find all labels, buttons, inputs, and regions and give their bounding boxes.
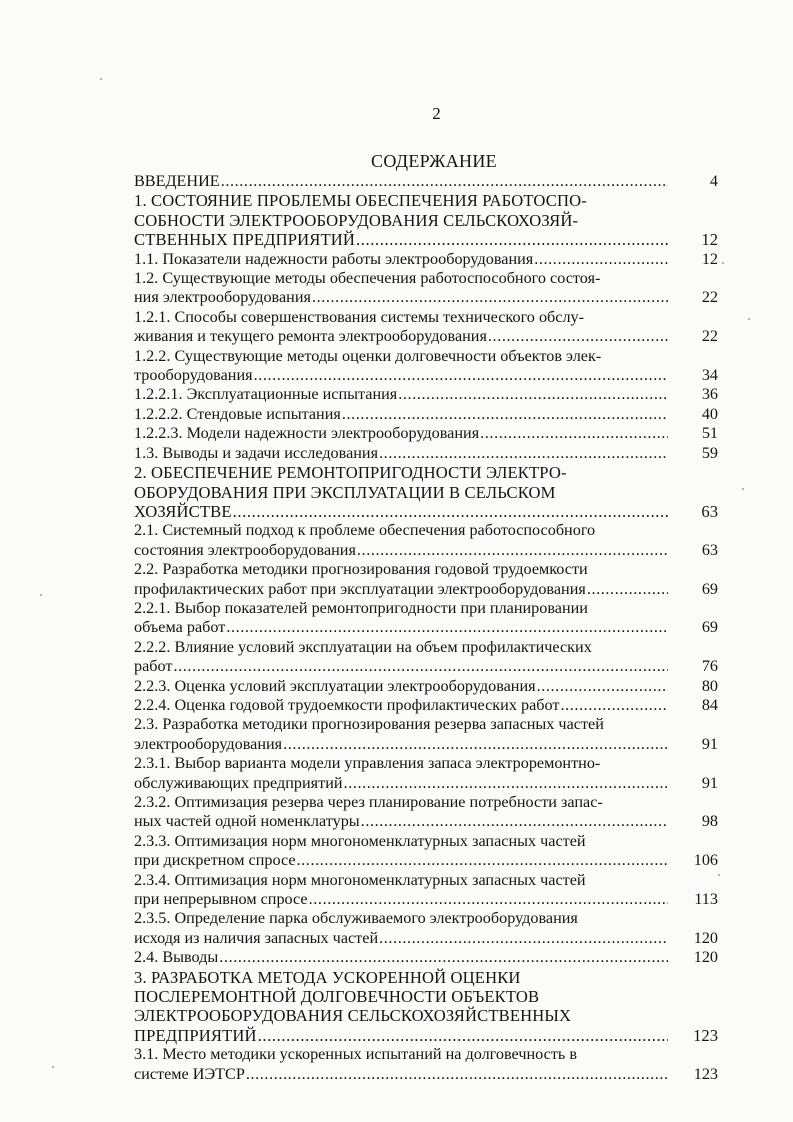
toc-entry xyxy=(134,424,718,443)
toc-entry-title: обслуживающих предприятий xyxy=(134,773,343,792)
toc-entry-last-line xyxy=(134,677,718,696)
toc-entry xyxy=(134,560,718,599)
toc-entry xyxy=(134,463,718,521)
toc-entry xyxy=(134,793,718,832)
dot-leader xyxy=(344,774,668,793)
toc-entry-last-line xyxy=(134,424,718,443)
toc-entry-page: 120 xyxy=(693,948,718,967)
dot-leader xyxy=(221,172,668,191)
toc-entry-title: СТВЕННЫХ ПРЕДПРИЯТИЙ xyxy=(134,230,356,250)
toc-entry-title: 2.2.3. Оценка условий эксплуатации электрооборудования xyxy=(134,676,536,695)
toc-entry-title: ния электрооборудования xyxy=(134,288,311,307)
page-number: 2 xyxy=(432,104,441,123)
toc-entry-title: 2.2.4. Оценка годовой трудоемкости профилактических работ xyxy=(134,695,560,714)
dot-leader xyxy=(283,735,668,754)
scan-speck xyxy=(100,78,102,80)
toc-entry-last-line xyxy=(134,851,718,870)
toc-entry-page: 98 xyxy=(701,812,718,831)
toc-entry-title: системе ИЭТСР xyxy=(134,1064,245,1083)
dot-leader xyxy=(254,366,668,385)
toc-entry xyxy=(134,444,718,463)
toc-entry xyxy=(134,269,718,308)
toc-entry-line: ОБОРУДОВАНИЯ ПРИ ЭКСПЛУАТАЦИИ В СЕЛЬСКОМ xyxy=(134,482,556,502)
toc-entry-title: электрооборудования xyxy=(134,734,283,753)
toc-entry xyxy=(134,405,718,424)
scan-speck xyxy=(742,488,744,490)
toc-entry-line: ПОСЛЕРЕМОНТНОЙ ДОЛГОВЕЧНОСТИ ОБЪЕКТОВ xyxy=(134,987,540,1007)
toc-entry-last-line xyxy=(134,444,718,463)
toc-entry xyxy=(134,871,718,910)
toc-entry-title: 2.4. Выводы xyxy=(134,948,219,967)
toc-entry-last-line xyxy=(134,948,718,967)
toc-entry-title: ных частей одной номенклатуры xyxy=(134,812,360,831)
toc-entry-title: трооборудования xyxy=(134,366,253,385)
dot-leader xyxy=(246,1065,668,1084)
dot-leader xyxy=(233,502,668,521)
dot-leader xyxy=(297,851,668,870)
toc-entry-line: ЭЛЕКТРООБОРУДОВАНИЯ СЕЛЬСКОХОЗЯЙСТВЕННЫХ xyxy=(134,1006,572,1026)
dot-leader xyxy=(480,424,668,443)
dot-leader xyxy=(342,405,668,424)
toc-entry-last-line xyxy=(134,1026,718,1045)
toc-entry-last-line xyxy=(134,288,718,307)
toc-entry-last-line xyxy=(134,172,718,191)
toc-entry-page: 22 xyxy=(701,288,718,307)
toc-entry-line: 2.2. Разработка методики прогнозирования годовой трудоемкости xyxy=(134,560,588,579)
toc-entry-last-line xyxy=(134,735,718,754)
toc-entry-title: 1.2.2.1. Эксплуатационные испытания xyxy=(134,385,398,404)
toc-entry-page: 59 xyxy=(701,443,718,462)
toc-entry xyxy=(134,521,718,560)
toc-entry-last-line xyxy=(134,502,718,521)
dot-leader xyxy=(379,444,668,463)
toc-entry-page: 36 xyxy=(701,385,718,404)
toc-entry-line: 3. РАЗРАБОТКА МЕТОДА УСКОРЕННОЙ ОЦЕНКИ xyxy=(134,967,521,987)
scan-speck xyxy=(52,1066,54,1068)
toc-entry-page: 22 xyxy=(701,327,718,346)
toc-entry-line: 1. СОСТОЯНИЕ ПРОБЛЕМЫ ОБЕСПЕЧЕНИЯ РАБОТОСПО- xyxy=(134,191,587,211)
dot-leader xyxy=(379,929,668,948)
toc-entry-last-line xyxy=(134,230,718,249)
toc-entry xyxy=(134,638,718,677)
toc-entry-line: 3.1. Место методики ускоренных испытаний на долговечность в xyxy=(134,1045,577,1064)
dot-leader xyxy=(398,385,668,404)
toc-entry-last-line xyxy=(134,618,718,637)
scan-speck xyxy=(722,262,724,264)
toc-entry xyxy=(134,968,718,1046)
toc-entry-line: 2.3.1. Выбор варианта модели управления запаса электроремонтно- xyxy=(134,754,601,773)
toc-entry-page: 63 xyxy=(701,540,718,559)
table-of-contents xyxy=(134,172,718,1084)
toc-entry-page: 34 xyxy=(701,366,718,385)
toc-entry-title: живания и текущего ремонта электрооборудования xyxy=(134,327,487,346)
toc-entry-title: 1.2.2.2. Стендовые испытания xyxy=(134,404,341,423)
toc-entry xyxy=(134,250,718,269)
toc-entry-line: 2. ОБЕСПЕЧЕНИЕ РЕМОНТОПРИГОДНОСТИ ЭЛЕКТРО- xyxy=(134,463,567,483)
toc-heading: СОДЕРЖАНИЕ xyxy=(371,151,497,171)
toc-entry-line: 2.3.2. Оптимизация резерва через планирование потребности запас- xyxy=(134,793,603,811)
toc-entry xyxy=(134,715,718,754)
dot-leader xyxy=(537,677,668,696)
toc-entry-last-line xyxy=(134,657,718,676)
toc-entry-line: 2.3.5. Определение парка обслуживаемого электрооборудования xyxy=(134,909,578,928)
toc-entry-title: ПРЕДПРИЯТИЙ xyxy=(134,1025,257,1045)
toc-entry-last-line xyxy=(134,366,718,385)
toc-entry-line: 2.1. Системный подход к проблеме обеспечения работоспособного xyxy=(134,521,596,540)
toc-entry-last-line xyxy=(134,812,718,831)
toc-entry-title: ХОЗЯЙСТВЕ xyxy=(134,501,232,521)
toc-entry-last-line xyxy=(134,1065,718,1084)
toc-entry-page: 123 xyxy=(693,1025,718,1045)
toc-entry xyxy=(134,909,718,948)
toc-entry-last-line xyxy=(134,250,718,269)
toc-entry-page: 123 xyxy=(693,1064,718,1083)
toc-entry-title: 1.3. Выводы и задачи исследования xyxy=(134,443,379,462)
dot-leader xyxy=(312,288,668,307)
toc-entry-title: 1.2.2.3. Модели надежности электрооборудования xyxy=(134,424,480,443)
toc-entry-page: 84 xyxy=(701,695,718,714)
toc-entry-page: 91 xyxy=(701,773,718,792)
dot-leader xyxy=(534,250,668,269)
dot-leader xyxy=(309,890,668,909)
toc-entry-last-line xyxy=(134,541,718,560)
toc-entry-last-line xyxy=(134,774,718,793)
dot-leader xyxy=(219,948,668,967)
toc-entry-line: СОБНОСТИ ЭЛЕКТРООБОРУДОВАНИЯ СЕЛЬСКОХОЗЯЙ- xyxy=(134,210,579,230)
toc-entry-page: 120 xyxy=(693,928,718,947)
toc-entry-title: при непрерывном спросе xyxy=(134,890,308,909)
toc-entry-line: 1.2.1. Способы совершенствования системы технического обслу- xyxy=(134,307,585,326)
toc-entry-line: 2.3. Разработка методики прогнозирования резерва запасных частей xyxy=(134,715,604,734)
toc-entry-last-line xyxy=(134,385,718,404)
toc-entry-title: объема работ xyxy=(134,618,226,637)
toc-entry-page: 4 xyxy=(709,172,718,190)
toc-entry-last-line xyxy=(134,327,718,346)
toc-entry xyxy=(134,308,718,347)
dot-leader xyxy=(587,580,668,599)
dot-leader xyxy=(173,657,668,676)
toc-entry-page: 106 xyxy=(693,851,718,870)
toc-entry-last-line xyxy=(134,405,718,424)
toc-entry xyxy=(134,1045,718,1084)
toc-entry-title: при дискретном спросе xyxy=(134,851,296,870)
dot-leader xyxy=(361,812,668,831)
toc-entry-line: 2.2.2. Влияние условий эксплуатации на объем профилактических xyxy=(134,637,592,656)
toc-entry xyxy=(134,832,718,871)
toc-entry-page: 69 xyxy=(701,618,718,637)
toc-entry-page: 40 xyxy=(701,404,718,423)
scan-speck xyxy=(718,874,720,876)
dot-leader xyxy=(357,541,668,560)
toc-entry-line: 2.2.1. Выбор показателей ремонтопригодности при планировании xyxy=(134,598,588,617)
toc-entry-title: состояния электрооборудования xyxy=(134,540,356,559)
toc-entry xyxy=(134,948,718,967)
dot-leader xyxy=(560,696,668,715)
toc-entry-last-line xyxy=(134,890,718,909)
toc-entry-last-line xyxy=(134,696,718,715)
toc-entry xyxy=(134,347,718,386)
toc-entry-page: 63 xyxy=(701,501,718,521)
toc-entry-page: 12 xyxy=(701,249,718,268)
toc-entry xyxy=(134,754,718,793)
toc-entry-page: 51 xyxy=(701,424,718,443)
toc-entry xyxy=(134,191,718,249)
toc-entry-line: 2.3.4. Оптимизация норм многономенклатурных запасных частей xyxy=(134,870,586,889)
toc-entry-page: 69 xyxy=(701,579,718,598)
toc-entry-line: 2.3.3. Оптимизация норм многономенклатурных запасных частей xyxy=(134,831,586,850)
toc-entry-title: работ xyxy=(134,657,173,676)
toc-entry xyxy=(134,696,718,715)
dot-leader xyxy=(226,618,668,637)
toc-entry xyxy=(134,599,718,638)
toc-entry-line: 1.2. Существующие методы обеспечения работоспособного состоя- xyxy=(134,269,601,288)
toc-entry-last-line xyxy=(134,929,718,948)
toc-entry-line: 1.2.2. Существующие методы оценки долговечности объектов элек- xyxy=(134,346,602,365)
toc-entry-title: ВВЕДЕНИЕ xyxy=(134,172,220,190)
toc-entry-last-line xyxy=(134,580,718,599)
scan-speck xyxy=(748,318,750,320)
toc-entry-page: 12 xyxy=(701,230,718,250)
dot-leader xyxy=(356,230,668,249)
scan-speck xyxy=(40,594,42,596)
dot-leader xyxy=(488,327,668,346)
toc-entry xyxy=(134,385,718,404)
toc-entry-page: 76 xyxy=(701,657,718,676)
dot-leader xyxy=(258,1026,668,1045)
toc-entry xyxy=(134,677,718,696)
toc-entry-title: профилактических работ при эксплуатации электрооборудования xyxy=(134,579,586,598)
toc-entry xyxy=(134,172,718,191)
toc-entry-page: 113 xyxy=(694,890,718,909)
toc-entry-page: 80 xyxy=(701,676,718,695)
toc-entry-page: 91 xyxy=(701,734,718,753)
toc-entry-title: исходя из наличия запасных частей xyxy=(134,928,379,947)
toc-entry-title: 1.1. Показатели надежности работы электрооборудования xyxy=(134,249,534,268)
